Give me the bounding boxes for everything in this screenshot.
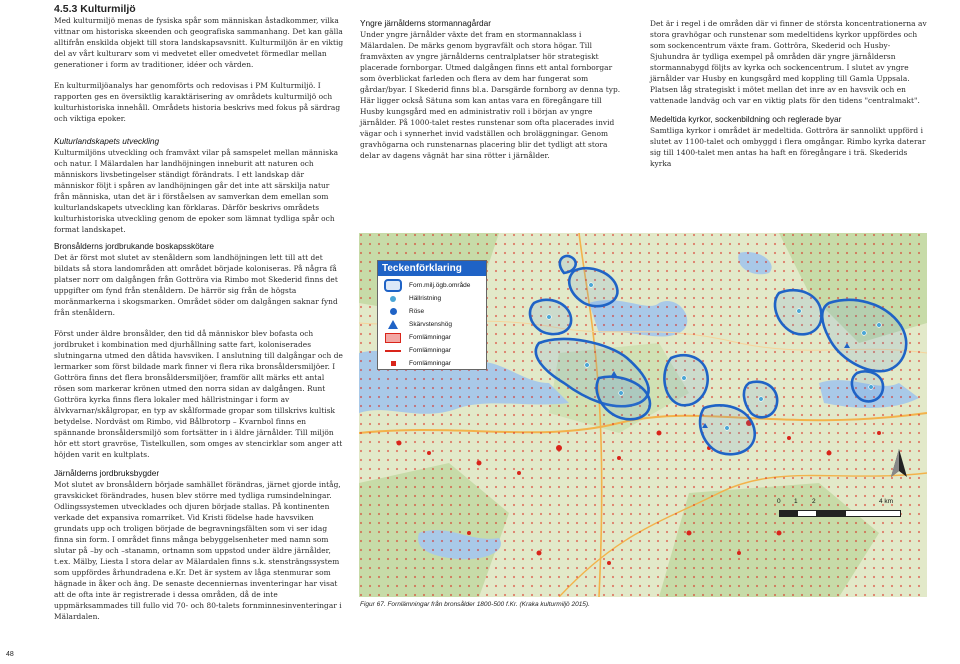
iron-text: Mot slutet av bronsåldern började samhället förändras, järnet gjorde intåg, gravskicket förändrades, husen blev större med tydliga rumsindelningar. Odlingssystemen utvecklades och djuren började stallas. På kontinenten verkade det expansiva romarriket. Vid Kristi födelse hade havsviken grundats upp och troligen började de begravningsfälten som vi ser idag finna sin form. I området finns många bebyggelsenheter med namn som slutar på –by och –stanamn, ortnamn som uppstod under äldre järnålder, t.ex. Mälby, Liesta I stora delar av Mälardalen finns s.k. stensträngssystem som uppfördes århundradena e.Kr. Det är system av låga stenmurar som hägnade in åker och äng. De senaste decenniernas inventeringar har visat att de ofta inte är registrerade i dessa områden, då de inte uppmärksammades till fullo vid 70- och 80-talets fornminnesinventeringar i Mälardalen. <box>54 480 342 621</box>
legend-item: Röse <box>384 305 480 318</box>
medieval-heading: Medeltida kyrkor, sockenbildning och reglerade byar <box>650 114 842 124</box>
bronze-heading: Bronsålderns jordbrukande boskapsskötare <box>54 241 215 251</box>
younger-iron-text: Under yngre järnålder växte det fram en stormannaklass i Mälardalen. De märks genom bygravfält och stora högar. Till framväxten av yngre järnålderns centralplatser hör strategiskt placerade fornborgar. Utmed dalgången finns ett antal fornborgar som överblickat farleden och flera av dem har fungerat som gårdar/byar. I Skederid finns bl.a. Darsgärde fornborg av denna typ. Här ligger också Sätuna som kan antas vara en föregångare till Husby kungsgård med en administrativ roll i början av yngre järnålder. På 1000-talet restes runstenar som ofta placerades invid vägar och i synnerhet invid vadställen och broläggningar. Genom gravhögarna och runstenarnas placering blir det tydligt att stora delar av dagens vägnät har sina rötter i järnålder. <box>360 30 621 160</box>
cairn-icon <box>390 308 397 315</box>
map-figure <box>359 233 927 597</box>
intro-paragraph <box>54 15 346 124</box>
bronze-section <box>54 241 346 460</box>
legend-item: Fornlämningar <box>384 331 480 344</box>
legend-item: Skärvstenshög <box>384 318 480 331</box>
bronze-text-1: Det är först mot slutet av stenåldern som landhöjningen lett till att det bildats så stora landområden att området började koloniseras. På några få platser norr om dalgången från Gottröra via Rimbo mot Skederid finns det uppgifter om fynd från stenåldern. De härrör sig från de högsta moränmarkerna i skogsmarken. Området söder om dalgången saknar fynd från stenåldern. <box>54 253 338 317</box>
iron-section <box>54 468 346 622</box>
section-title: 4.5.3 Kulturmiljö <box>54 3 136 15</box>
right-column <box>650 18 928 169</box>
landscape-text: Kulturmiljöns utveckling och framväxt vilar på samspelet mellan människa och natur. I Mälardalen har landhöjningen inneburit att naturen och människors livsbetingelser ständigt förändrats. I ett landskap där människor följt i spåren av landhöjningen går det inte att särskilja natur från människa, utan det är i förståelsen av samverkan dem emellan som kulturlandskapets utveckling kan förklaras. Därför beskrivs områdets kulturhistoriska utveckling genom de epoker som lämnat tydliga spår och format landskapet. <box>54 148 339 234</box>
polygon-symbol-icon <box>385 333 401 343</box>
landscape-heading: Kulturlandskapets utveckling <box>54 136 160 146</box>
triangle-icon <box>388 320 398 329</box>
younger-iron-section <box>360 18 628 161</box>
scale-bar: 0 1 2 4 km <box>779 498 899 520</box>
legend-item: Fornlämningar <box>384 344 480 357</box>
analysis-text: En kulturmiljöanalys har genomförts och redovisas i PM Kulturmiljö. I rapporten ges en översiktlig karaktärisering av områdets kulturmiljö och kulturhistoriska innehåll. Områdets historia beskrivs med fokus på särdrag och viktiga epoker. <box>54 81 341 123</box>
area-symbol-icon <box>384 279 402 292</box>
legend-item: Forn.milj.ögb.område <box>384 279 480 292</box>
medieval-text: Samtliga kyrkor i området är medeltida. Gottröra är sannolikt uppförd i slutet av 1100-talet och ombyggd i flera omgångar. Rimbo kyrka daterar sig till 1400-talet men antas ha haft en föregångare i trä. Skederids kyrka <box>650 126 926 168</box>
legend-title: Teckenförklaring <box>378 261 486 276</box>
bronze-text-2: Först under äldre bronsålder, den tid då människor blev bofasta och jordbruket i kombination med djurhållning satte fart, koloniserades slutningarna utmed den dåtida havsviken. I anslutning till dalgångar och de lermarker som först bildade mark finner vi flera rika bronsåldersmiljöer. I Gottröra finns det flera bronsåldersmiljöer, framför allt märks ett antal rösen som markerar krönen utmed den norra sidan av dalgången. Runt Gottröra kyrka finns flera lokaler med hällristningar i form av älvkvarnar/skålgropar, en typ av skålformade gropar som tillskrivs kultisk betydelse. Nordväst om Rimbo, vid Bålbrotorp – Kvarnbol finns en spännande bronsåldersmiljö som fortsätter in i äldre järnålder. Till miljön hör ett stort gravröse, Tistelkullen, som omges av stencirklar som anger att höjden varit en kultplats. <box>54 329 343 459</box>
point-symbol-icon <box>391 361 396 366</box>
younger-iron-heading: Yngre järnålderns stormannagårdar <box>360 18 491 28</box>
legend-item: Hällristning <box>384 292 480 305</box>
figure-caption: Figur 67. Fornlämningar från bronsålder 1800-500 f.Kr. (Kraka kulturmiljö 2015). <box>360 601 590 608</box>
rock-carving-icon <box>390 296 396 302</box>
legend-item: Fornlämningar <box>384 357 480 370</box>
intro-text: Med kulturmiljö menas de fysiska spår som människan åstadkommer, vilka vittnar om historiska skeenden och geografiska sammanhang. Det kan gälla alltifrån enskilda objekt till stora landskapsavsnitt. Kulturmiljön är en viktig del av vårt kulturarv som vi medvetet eller omedvetet förmedlar mellan generationer i form av traditioner, idéer och värden. <box>54 16 344 69</box>
page-number: 48 <box>6 651 14 658</box>
concentration-text: Det är i regel i de områden där vi finner de största koncentrationerna av stora gravhögar och runstenar som medeltidens kyrkor uppfördes och som sockencentrum växte fram. Gottröra, Skederid och Husby-Sjuhundra är tydliga exempel på områden där yngre järnåldersn stormannabygd följts av kyrka och sockencentrum. I slutet av yngre järnålder var Husby en kungsgård med koppling till Gamla Uppsala. Platsen låg strategiskt i mötet mellan det inre av en havsvik och en vattenade landväg och var en viktig plats för den tidens "centralmakt". <box>650 19 927 105</box>
iron-heading: Järnålderns jordbruksbygder <box>54 468 160 478</box>
map-legend <box>377 260 487 370</box>
landscape-section <box>54 136 346 235</box>
line-symbol-icon <box>385 350 401 352</box>
